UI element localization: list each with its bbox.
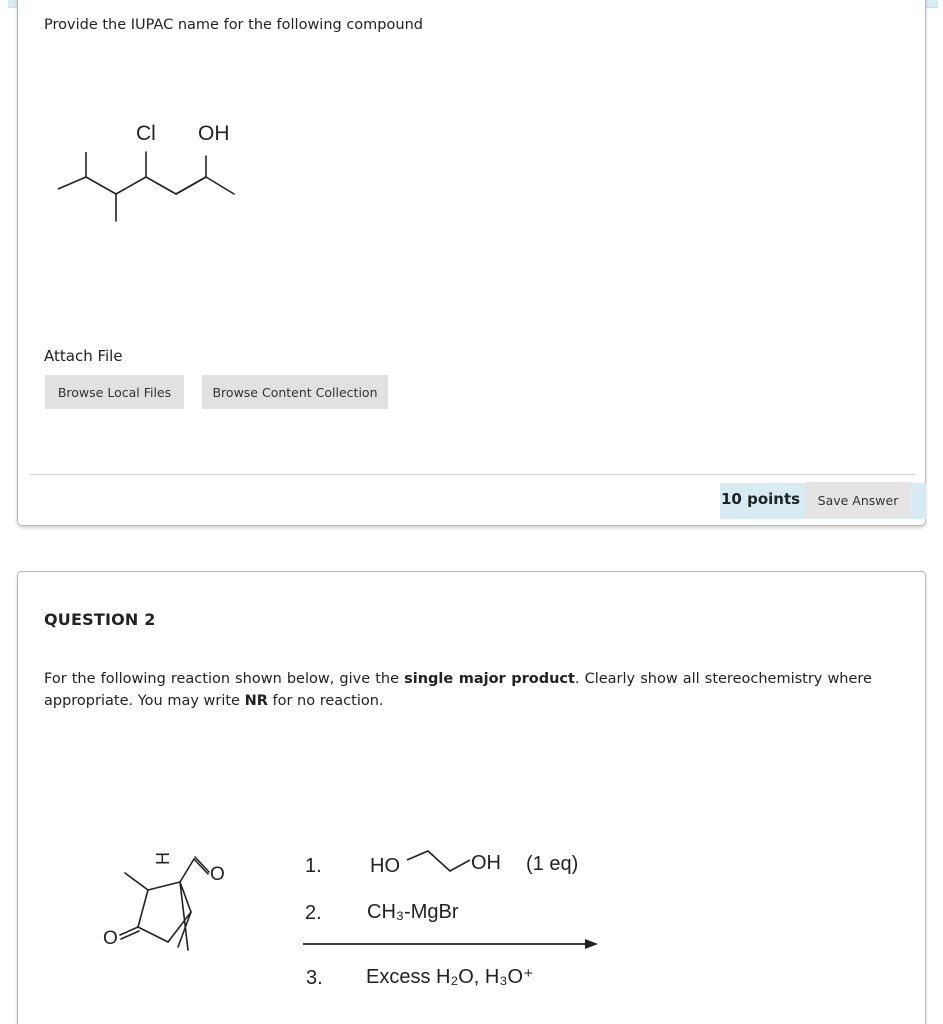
bond bbox=[86, 177, 116, 194]
browse-content-collection-button[interactable]: Browse Content Collection bbox=[202, 375, 388, 409]
reaction-scheme bbox=[98, 832, 618, 1002]
step-1-number: 1. bbox=[305, 855, 322, 877]
step-2-number: 2. bbox=[305, 902, 322, 924]
ketone-o-label: O bbox=[103, 928, 118, 949]
step-1-oh: OH bbox=[471, 852, 501, 874]
question-1-card bbox=[17, 0, 926, 526]
step-1-eq: (1 eq) bbox=[526, 853, 579, 875]
points-label: 10 points bbox=[721, 490, 801, 508]
question-1-prompt: Provide the IUPAC name for the following compound bbox=[44, 17, 423, 33]
question-2-text: For the following reaction shown below, give the single major product. Clearly show all stereochemistry where appropriate. You may write NR for no reaction. bbox=[44, 671, 872, 709]
save-answer-button[interactable]: Save Answer bbox=[805, 482, 911, 518]
bond bbox=[206, 177, 234, 194]
divider bbox=[30, 474, 915, 475]
step-3-number: 3. bbox=[306, 967, 323, 989]
ethylene-glycol-bonds bbox=[407, 851, 470, 871]
oh-label: OH bbox=[198, 122, 230, 145]
question-2-card bbox=[17, 571, 926, 1024]
compound-structure bbox=[46, 74, 346, 234]
step-3-reagent: Excess H₂O, H₃O⁺ bbox=[366, 966, 534, 988]
bond bbox=[146, 177, 176, 194]
bond bbox=[116, 177, 146, 194]
step-1-ho: HO bbox=[370, 855, 400, 877]
aldehyde-o-label: O bbox=[210, 864, 225, 885]
arrow-head bbox=[585, 939, 598, 949]
browse-local-files-button[interactable]: Browse Local Files bbox=[45, 375, 184, 409]
aldehyde-h-label: H bbox=[153, 852, 173, 865]
step-2-reagent: CH₃-MgBr bbox=[367, 901, 459, 923]
bond bbox=[176, 177, 206, 194]
attach-file-label: Attach File bbox=[44, 347, 123, 365]
question-2-title: QUESTION 2 bbox=[44, 610, 156, 629]
cl-label: Cl bbox=[136, 122, 156, 145]
